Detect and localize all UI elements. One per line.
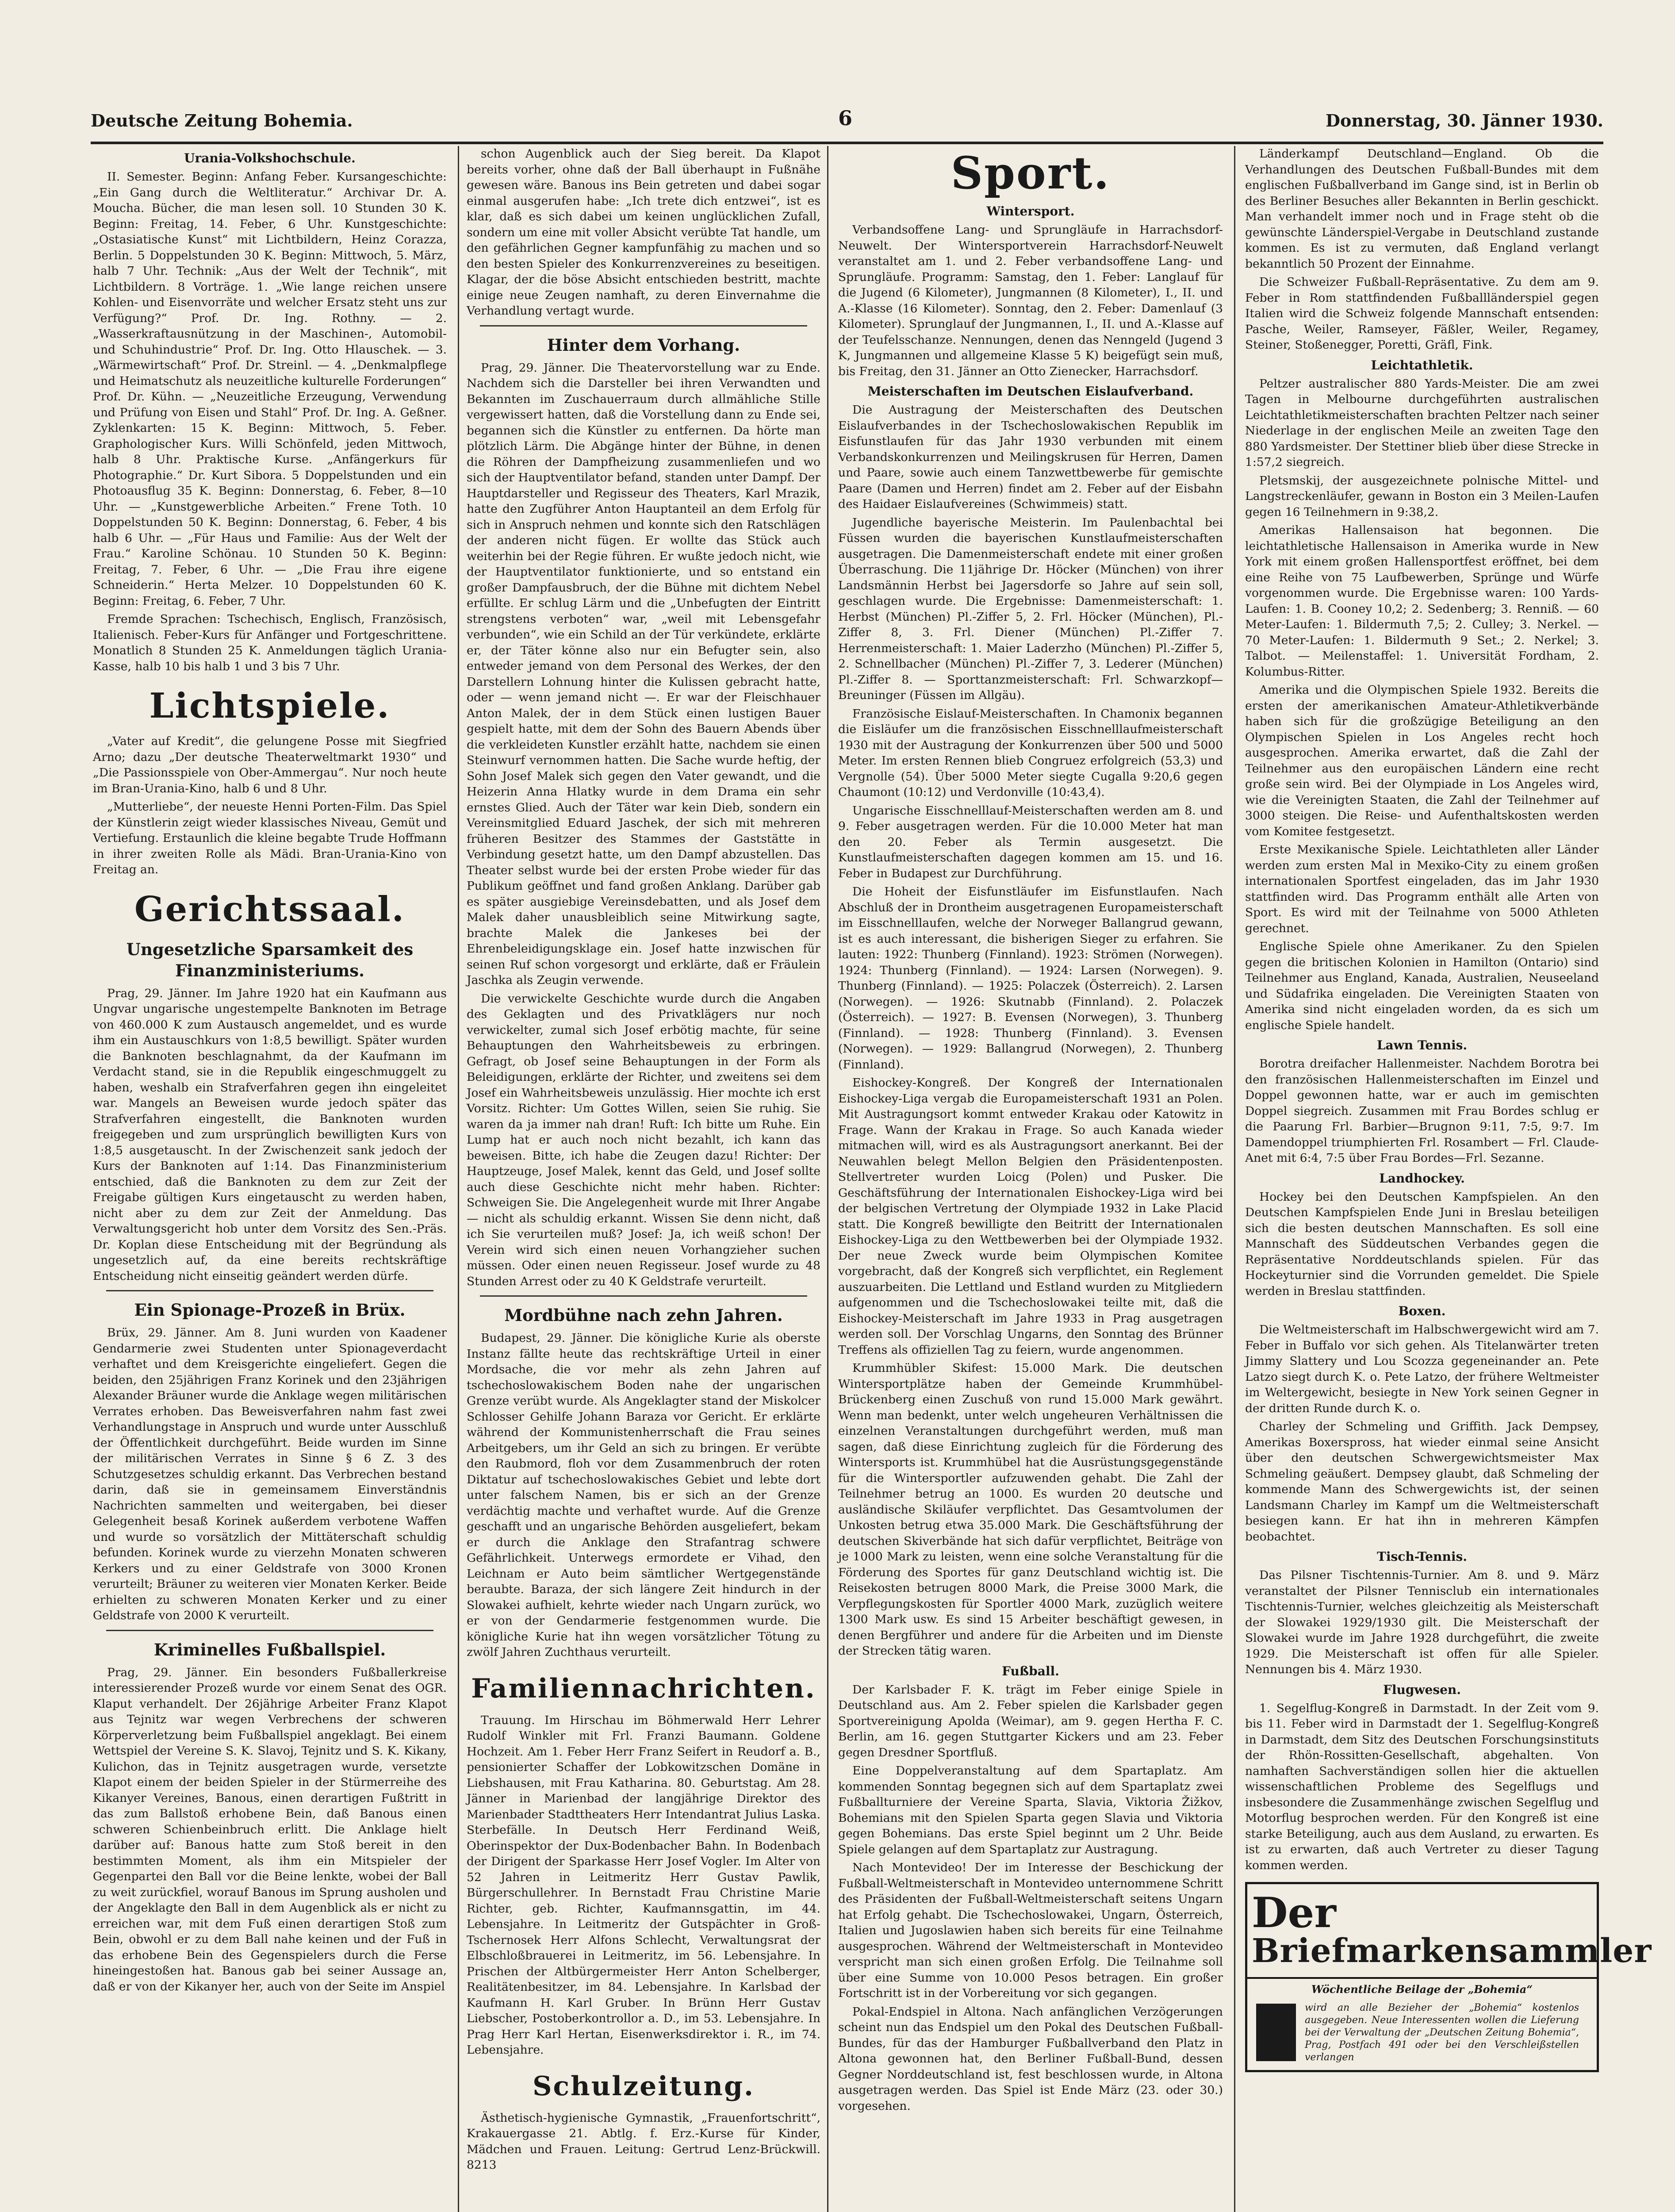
section-title: Lichtspiele. [149,686,391,726]
article-text: Nach Montevideo! Der im Interesse der Beschickung der Fußball-Weltmeisterschaft in Montevideo unternommene Schritt des Präsidenten der Fußball-Weltmeisterschaft seitens Ungarn hat Erfolg gehabt. Die Tschechoslowakei, Ungarn, Österreich, Italien und Jugoslawien haben sich bereits für eine Teilnahme ausgesprochen. Während der Weltmeisterschaft in Montevideo verspricht man sich einen großen Erfolg. Die Teilnahme soll über eine Summe von 10.000 Pesos betragen. Ein großer Fortschritt ist in der Vorbereitung vor sich gegangen. [838,1861,1223,2000]
subsection-heading: Fußball. [1002,1663,1059,1678]
article-text: 1. Segelflug-Kongreß in Darmstadt. In der Zeit vom 9. bis 11. Feber wird in Darmstadt der 1. Segelflug-Kongreß in Darmstadt, dem Sitz des Deutschen Forschungsinstituts der Rhön-Rossitten-Gesellschaft, abgehalten. Von namhaften Sachverständigen sollen hier die aktuellen wissenschaftlichen Probleme des Segelflugs und insbesondere die Zusammenhänge zwischen Segelflug und Motorflug besprochen werden. Für den Kongreß ist eine starke Beteiligung, auch aus dem Ausland, zu erwarten. Es ist zu erwarten, daß auch Vertreter zu dieser Tagung kommen werden. [1245,1701,1599,1872]
page-number: 6 [838,106,853,130]
article-text: Hockey bei den Deutschen Kampfspielen. An den Deutschen Kampfspielen Ende Juni in Breslau beteiligen sich die besten deutschen Mannschaften. Es soll eine Mannschaft des Süddeutschen Verbandes gegen die Repräsentative Norddeutschlands spielen. Für das Hockeyturnier sind die Vorrunden gemeldet. Die Spiele werden in Breslau stattfinden. [1245,1190,1599,1298]
section-heading: Urania-Volkshochschule. [184,151,356,165]
section-title: Gerichtssaal. [134,889,405,929]
article-text: Ungarische Eisschnelllauf-Meisterschaften werden am 8. und 9. Feber ausgetragen werden. Für die 10.000 Meter hat man den 20. Feber als Termin ausgesetzt. Die Kunstlaufmeisterschaften dagegen kommen am 15. und 16. Feber in Budapest zur Durchführung. [838,803,1223,880]
column-4 [1245,146,1652,2212]
column-divider [827,146,828,2212]
article-text: Budapest, 29. Jänner. Die königliche Kurie als oberste Instanz fällte heute das rechtskräftige Urteil in einer Mordsache, die vor mehr als zehn Jahren auf tschechoslowakischem Boden nahe der ungarischen Grenze verübt wurde. Als Angeklagter stand der Miskolcer Schlosser Gehilfe Johann Baraza vor Gericht. Er erklärte während der Kommunistenherrschaft die Frau seines Arbeitgebers, um ihr Geld an sich zu bringen. Er verübte den Raubmord, floh vor dem Zusammenbruch der roten Diktatur auf tschechoslowakisches Gebiet und lebte dort unter falschem Namen, bis er sich an der Grenze verdächtig machte und verhaftet wurde. Auf die Grenze geschafft und an ungarische Behörden ausgeliefert, bekam er durch die Anklage den Strafantrag schwere Gefährlichkeit. Unterwegs ermordete er Vihad, den Leichnam er Auto beim sämtlicher Wertgegenstände beraubte. Baraza, der sich längere Zeit hindurch in der Slowakei aufhielt, kehrte wieder nach Ungarn zurück, wo er von der Gendarmerie festgenommen wurde. Die königliche Kurie hat ihn wegen vorsätzlicher Tötung zu zwölf Jahren Zuchthaus verurteilt. [467,1331,820,1659]
article-text: schon Augenblick auch der Sieg bereit. Da Klapot bereits vorher, ohne daß der Ball überhaupt in Fußnähe gewesen wäre. Banous ins Bein getreten und dabei sogar einmal ausgerufen habe: „Ich trete dich entzwei“, ist es klar, daß es sich dabei um keinen unglücklichen Zufall, sondern um eine mit voller Absicht verübte Tat handle, um den gefährlichen Gegner kampfunfähig zu machen und so den besten Spieler des Konkurrenzvereines zu beseitigen. Klagar, der die böse Absicht entschieden bestritt, machte einige neue Zeugen namhaft, zu deren Einvernahme die Verhandlung vertagt wurde. [467,147,820,318]
article-text: „Vater auf Kredit“, die gelungene Posse mit Siegfried Arno; dazu „Der deutsche Theaterweltmarkt 1930“ und „Die Passionsspiele von Ober-Ammergau“. Nur noch heute im Bran-Urania-Kino, halb 6 und 8 Uhr. [93,734,447,795]
article-text: Prag, 29. Jänner. Ein besonders Fußballerkreise interessierender Prozeß wurde vor einem Senat des OGR. Klaput verhandelt. Der 26jährige Arbeiter Franz Klapot aus Tejnitz war wegen Verbrechens der schweren Körperverletzung beim Fußballspiel angeklagt. Bei einem Wettspiel der Vereine S. K. Slavoj, Tejnitz und S. K. Kikany, Kulichon, das in Tejnitz ausgetragen wurde, versetzte Klapot einem der beiden Spieler in der Stürmerreihe des Kikanyer Vereines, Banous, einen derartigen Fußtritt in das zum Ballstoß erhobene Bein, daß Banous einen schweren Schienbeinbruch erlitt. Die Anklage hielt darüber auf: Banous hatte zum Stoß bereit in den bestimmten Moment, als ihm ein Mitspieler der Gegenpartei den Ball vor die Beine lenkte, wobei der Ball zu weit zurückfiel, worauf Banous im Sprung ausholen und der Angeklagte den Ball in dem Augenblick als er nicht zu erreichen war, mit dem Fuß einen derartigen Stoß zum Bein, obwohl er zu dem Ball nahe keinen und der Fuß in das erhobene Bein des Gegenspielers durch die Ferse hineingestoßen hat. Banous gab bei seiner Aussage an, daß er von der Kikanyer her, auch von der Seite im Anspiel [93,1665,447,1993]
article-text: Amerikas Hallensaison hat begonnen. Die leichtathletische Hallensaison in Amerika wurde in New York mit einem großen Hallensportfest eröffnet, bei dem eine Reihe von 75 Laufbewerben, Sprünge und Würfe vorgenommen wurde. Die Ergebnisse waren: 100 Yards-Laufen: 1. B. Cooney 10,2; 2. Sedenberg; 3. Renniß. — 60 Meter-Laufen: 1. Bildermuth 7,5; 2. Culley; 3. Nerkel. — 70 Meter-Laufen: 1. Bildermuth 9 Set.; 2. Nerkel; 3. Talbot. — Meilenstaffel: 1. Universität Fordham, 2. Kolumbus-Ritter. [1245,523,1599,679]
article-text: Trauung. Im Hirschau im Böhmerwald Herr Lehrer Rudolf Winkler mit Frl. Franzi Baumann. Goldene Hochzeit. Am 1. Feber Herr Franz Seifert in Reudorf a. B., pensionierter Schaffer der Lobkowitzschen Domäne in Liebshausen, mit Frau Katharina. 80. Geburtstag. Am 28. Jänner in Marienbad der langjährige Direktor des Marienbader Stadttheaters Herr Intendantrat Julius Laska. Sterbefälle. In Deutsch Herr Ferdinand Weiß, Oberinspektor der Dux-Bodenbacher Bahn. In Bodenbach der Dirigent der Sparkasse Herr Josef Vogler. Im Alter von 52 Jahren in Leitmeritz Herr Gustav Pawlik, Bürgerschullehrer. In Bernstadt Frau Christine Marie Richter, geb. Richter, Kaufmannsgattin, im 44. Lebensjahre. In Leitmeritz der Gutspächter in Groß-Tschernosek Herr Alfons Schlecht, Verwaltungsrat der Elbschloßbrauerei in Leitmeritz, im 56. Lebensjahre. In Prischen der Altbürgermeister Herr Anton Schelberger, Realitätenbesitzer, im 84. Lebensjahre. In Karlsbad der Kaufmann H. Karl Gruber. In Brünn Herr Gustav Liebscher, Postoberkontrollor a. D., im 53. Lebensjahre. In Prag Herr Karl Hertan, Eisenwerksdirektor i. R., im 74. Lebensjahre. [467,1713,820,2057]
divider [106,1290,433,1291]
ad-decoration [1256,2004,1296,2061]
article-headline: Hinter dem Vorhang. [547,335,740,355]
article-headline: Ungesetzliche Sparsamkeit des Finanzministeriums. [126,939,414,980]
ad-headline: Der [1252,1889,1336,1937]
subsection-heading: Tisch-Tennis. [1377,1549,1467,1564]
subsection-heading: Landhockey. [1379,1171,1465,1186]
subsection-heading: Wintersport. [986,204,1075,219]
divider [106,1630,433,1631]
column-divider [1234,146,1235,2212]
advertisement-box [1245,1882,1652,2072]
article-text: „Mutterliebe“, der neueste Henni Porten-Film. Das Spiel der Künstlerin zeigt wieder klassisches Niveau, Gemüt und Vertiefung. Erstaunlich die kleine begabte Trude Hoffmann in ihrer zweiten Rolle als Mädi. Bran-Urania-Kino von Freitag an. [93,800,447,876]
article-text: Englische Spiele ohne Amerikaner. Zu den Spielen gegen die britischen Kolonien in Hamilton (Ontario) sind Teilnehmer aus England, Kanada, Australien, Neuseeland und Südafrika eingeladen. Die Vereinigten Staaten von Amerika sind nicht eingeladen worden, da es sich um englische Spiele handelt. [1245,940,1599,1032]
article-text: Charley der Schmeling und Griffith. Jack Dempsey, Amerikas Boxerspross, hat wieder einmal seine Ansicht über den deutschen Schwergewichtsmeister Max Schmeling geäußert. Dempsey glaubt, daß Schmeling der kommende Mann des Schwergewichts ist, der seinen Landsmann Charley im Kampf um die Weltmeisterschaft besiegen kann. Er hat ihn in mehreren Kämpfen beobachtet. [1245,1420,1599,1544]
article-text: Peltzer australischer 880 Yards-Meister. Die am zwei Tagen in Melbourne durchgeführten australischen Leichtathletikmeisterschaften brachten Peltzer nach seiner Niederlage in der englischen Meile an zweiten Tage den 880 Yardsmeister. Der Stettiner blieb über diese Strecke in 1:57,2 siegreich. [1245,376,1599,469]
article-text: Brüx, 29. Jänner. Am 8. Juni wurden von Kaadener Gendarmerie zwei Studenten unter Spionageverdacht verhaftet und dem Kreisgerichte eingeliefert. Gegen die beiden, den 25jährigen Franz Korinek und den 23jährigen Alexander Bräuner wurde die Anklage wegen militärischen Verrates erhoben. Das Beweisverfahren nahm fast zwei Verhandlungstage in Anspruch und wurde unter Ausschluß der Öffentlichkeit durchgeführt. Beide wurden im Sinne der militärischen Verrates in Sinne § 6 Z. 3 des Schutzgesetzes schuldig erkannt. Das Verbrechen bestand darin, daß sie in gemeinsamem Einverständnis Nachrichten sammelten und weitergaben, bei dieser Gelegenheit besaß Korinek außerdem verbotene Waffen und wurde so vorsätzlich der Mittäterschaft schuldig befunden. Korinek wurde zu vierzehn Monaten schweren Kerkers und zu einer Geldstrafe von 3000 Kronen verurteilt; Bräuner zu weiteren vier Monaten Kerker. Beide erhielten zu schweren Monaten Kerker und zu einer Geldstrafe von 2000 K verurteilt. [93,1326,447,1622]
article-text: Pletsmskij, der ausgezeichnete polnische Mittel- und Langstreckenläufer, gewann in Boston ein 3 Meilen-Laufen gegen 16 Teilnehmern in 9:38,2. [1245,473,1599,519]
divider [480,325,807,326]
ad-subtitle: Wöchentliche Beilage der „Bohemia“ [1247,1977,1597,1997]
subsection-heading: Boxen. [1398,1304,1446,1318]
section-title: Sport. [951,147,1111,199]
article-text: Die verwickelte Geschichte wurde durch die Angaben des Geklagten und des Privatklägers nur noch verwickelter, zumal sich Josef erbötig machte, für seine Behauptungen den Wahrheitsbeweis zu erbringen. Gefragt, ob Josef seine Behauptungen in der Form als Beleidigungen, erklärte der Richter, und zweitens sei dem Josef ein Wahrheitsbeweis unzulässig. Hier mochte ich erst Vorsitz. Richter: Um Gottes Willen, seien Sie ruhig. Sie waren da ja immer nah dran! Ruft: Ich bitte um Ruhe. Ein Lump hat er auch noch nicht bezahlt, ich kann das beweisen. Bitte, ich habe die Zeugen dazu! Richter: Der Hauptzeuge, Josef Malek, kennt das Geld, und Josef sollte auch diese Geschichte nicht mehr haben. Richter: Schweigen Sie. Die Angelegenheit wurde mit Ihrer Angabe — nicht als schuldig erkannt. Wissen Sie denn nicht, daß ich Sie verurteilen muß? Josef: Ja, ich weiß schon! Der Verein wird sich einen neuen Vorhangzieher suchen müssen. Oder einen neuen Regisseur. Josef wurde zu 48 Stunden Arrest oder zu 40 K Geldstrafe verurteilt. [467,991,820,1288]
masthead-title: Deutsche Zeitung Bohemia. [91,111,353,131]
page-header [91,106,1603,137]
article-text: Pokal-Endspiel in Altona. Nach anfänglichen Verzögerungen scheint nun das Endspiel um den Pokal des Deutschen Fußball-Bundes, für das der Hamburger Fußballverband den Platz in Altona gewonnen hat, den Berliner Fußball-Bund, dessen Gegner Norddeutschland ist, fest beschlossen wurde, in Altona ausgetragen werden. Das Spiel ist Ende März (23. oder 30.) vorgesehen. [838,2005,1223,2113]
article-text: Prag, 29. Jänner. Im Jahre 1920 hat ein Kaufmann aus Ungvar ungarische ungestempelte Banknoten im Betrage von 460.000 K zum Austausch angemeldet, und es wurde ihm ein Austauschkurs von 1:8,5 bewilligt. Später wurden die Banknoten beschlagnahmt, da der Kaufmann im Verdacht stand, sie in die Republik eingeschmuggelt zu haben, weshalb ein Strafverfahren gegen ihn eingeleitet war. Mangels an Beweisen wurde jedoch später das Strafverfahren eingestellt, die Banknoten wurden freigegeben und zum ursprünglich bewilligten Kurs von 1:8,5 ausgetauscht. In der Zwischenzeit sank jedoch der Kurs der Banknoten auf 1:14. Das Finanzministerium entschied, daß die Banknoten zu dem zur Zeit der Freigabe gültigen Kurs eingetauscht zu werden haben, nicht aber zu dem zur Zeit der Anmeldung. Das Verwaltungsgericht hob unter dem Vorsitz des Sen.-Präs. Dr. Koplan diese Entscheidung mit der Begründung als ungesetzlich auf, da eine bereits rechtskräftige Entscheidung nicht einseitig geändert werden dürfe. [93,986,447,1283]
article-text: Prag, 29. Jänner. Die Theatervorstellung war zu Ende. Nachdem sich die Darsteller bei ihren Verwandten und Bekannten im Zuschauerraum durch allmähliche Stille vergewissert hatten, daß die Vorstellung dann zu Ende sei, begannen sich die Künstler zu entfernen. Da hörte man plötzlich Lärm. Die Abgänge hinter der Bühne, in denen die Röhren der Dampfheizung zusammenliefen und wo sich der Hauptventilator befand, standen unter Dampf. Der Hauptdarsteller und Regisseur des Theaters, Karl Mrazik, hatte den Zugführer Anton Hauptanteil an dem Erfolg für sich in Anspruch nehmen und konnte sich den Ratschlägen der anderen nicht fügen. Er wollte das Stück auch weiterhin bei der Regie führen. Er wußte jedoch nicht, wie der Hauptventilator funktionierte, und so entstand ein großer Dampfausbruch, der die Bühne mit dichtem Nebel erfüllte. Er schlug Lärm und die „Unbefugten der Eintritt strengstens verboten“ war, „weil mit Lebensgefahr verbunden“, wie ein Schild an der Tür verkündete, erklärte er, der Täter könne also nur ein Befugter sein, also entweder jemand von dem Personal des Werkes, der den Darstellern Lohnung hinter die Kulissen gebracht hatte, oder — wenn jemand nicht —. Er war der Fleischhauer Anton Malek, der in dem Stück einen lustigen Bauer gespielt hatte, mit dem der Sohn des Bauern Abends über die verkleideten Kunstler erzählt hatte, nachdem sie einen Steinwurf vernommen hatten. Die Sache wurde heftig, der Sohn Josef Malek sich gegen den Vater gewandt, und die Heizerin Anna Hlatky wurde in dem Drama ein sehr ernstes Glied. Auch der Täter war kein Dieb, sondern ein Vereinsmitglied Eduard Jaschek, der sich mit mehreren früheren Besitzer des Stammes der Gaststätte in Verbindung gesetzt hatte, um den Dampf abzustellen. Das Theater selbst wurde bei der ersten Probe wieder für das Publikum geöffnet und fand großen Anklang. Darüber gab es später ausgiebige Vereinsdebatten, und als Josef dem Malek daher unausbleiblich seine Mitwirkung sagte, brachte Malek die Jankeses bei der Ehrenbeleidigungsklage ein. Josef hatte inzwischen für seinen Ruf schon vorgesorgt und erklärte, daß er Fräulein Jaschka als Zeugin verwende. [467,361,820,987]
article-text: Das Pilsner Tischtennis-Turnier. Am 8. und 9. März veranstaltet der Pilsner Tennisclub ein internationales Tischtennis-Turnier, welches gleichzeitig als Meisterschaft der Slowakei 1929/1930 gilt. Die Meisterschaft der Slowakei wurde im Jahre 1928 durchgeführt, die zweite 1929. Die Meisterschaft ist offen für alle Spieler. Nennungen bis 4. März 1930. [1245,1568,1599,1676]
article-text: Amerika und die Olympischen Spiele 1932. Bereits die ersten der amerikanischen Amateur-Athletikverbände haben sich für die großzügige Beteiligung an den Olympischen Spielen in Los Angeles recht hoch ausgesprochen. Amerika erwartet, daß die Zahl der Teilnehmer aus den europäischen Ländern eine recht große sein wird. Bei der Olympiade in Los Angeles wird, wie die Vereinigten Staaten, die Zahl der Teilnehmer auf 3000 steigen. Die Reise- und Aufenthaltskosten werden vom Komitee festgesetzt. [1245,683,1599,838]
ad-headline: Briefmarkensammler [1252,1932,1652,1970]
article-headline: Meisterschaften im Deutschen Eislaufverband. [867,384,1194,399]
article-text: Eishockey-Kongreß. Der Kongreß der Internationalen Eishockey-Liga vergab die Europameisterschaft 1931 an Polen. Mit Austragungsort kommt entweder Krakau oder Katowitz in Frage. Wann der Krakau in Frage. So auch Kanada wieder mitmachen will, wird es als Austragungsort anerkannt. Bei der Neuwahlen belegt Mellon Belgien den Präsidentenposten. Stellvertreter wurden Loicg (Polen) und Pusker. Die Geschäftsführung der Internationalen Eishockey-Liga wird bei der belgischen Vertretung der Olympiade 1932 in Lake Placid statt. Die Kongreß bewilligte den Beitritt der Internationalen Eishockey-Liga zu den Wettbewerben bei der Olympiade 1932. Der neue Zweck wurde beim Olympischen Komitee vorgebracht, daß der Kongreß sich verpflichtet, ein Reglement auszuarbeiten. Die Lettland und Estland wurden zu Mitgliedern aufgenommen und die Tschechoslowakei teilte mit, daß die Eishockey-Meisterschaft im Jahre 1933 in Prag ausgetragen werden soll. Der Vorschlag Ungarns, den Sonntag des Brünner Treffens als offiziellen Tag zu feiern, wurde angenommen. [838,1076,1223,1357]
column-2 [467,146,820,2212]
column-3 [838,146,1223,2212]
article-text: Französische Eislauf-Meisterschaften. In Chamonix begannen die Eisläufer um die französischen Eisschnelllaufmeisterschaft 1930 mit der Austragung der Konkurrenzen über 500 und 5000 Meter. Im ersten Rennen blieb Congruez erfolgreich (53,3) und Vergnolle (54). Über 5000 Meter siegte Cugalla 9:20,6 gegen Chaumont (10:12) und Verdonville (10:43,4). [838,707,1223,799]
article-text: Die Weltmeisterschaft im Halbschwergewicht wird am 7. Feber in Buffalo vor sich gehen. Als Titelanwärter treten Jimmy Slattery und Lou Scozza gegeneinander an. Pete Latzo siegt durch K. o. Pete Latzo, der frühere Weltmeister im Weltergewicht, besiegte in New York seinen Gegner in der dritten Runde durch K. o. [1245,1323,1599,1415]
issue-date: Donnerstag, 30. Jänner 1930. [1326,111,1603,131]
ad-text: wird an alle Bezieher der „Bohemia“ kostenlos ausgegeben. Neue Interessenten wollen die Lieferung bei der Verwaltung der „Deutschen Zeitung Bohemia“, Prag, Postfach 491 oder bei den Verschleißstellen verlangen [1305,2002,1579,2063]
article-text: Verbandsoffene Lang- und Sprungläufe in Harrachsdorf-Neuwelt. Der Wintersportverein Harrachsdorf-Neuwelt veranstaltet am 1. und 2. Feber verbandsoffene Lang- und Sprungläufe. Programm: Samstag, den 1. Feber: Langlauf für die Jugend (6 Kilometer), Jungmannen (8 Kilometer), I., II. und A.-Klasse (16 Kilometer). Sonntag, den 2. Feber: Damenlauf (3 Kilometer). Sprunglauf der Jungmannen, I., II. und A.-Klasse auf der Teufelsschanze. Nennungen, denen das Nenngeld (Jugend 3 K, Jungmannen und allgemeine Klasse 5 K) beigefügt sein muß, bis Freitag, den 31. Jänner an Otto Zienecker, Harrachsdorf. [838,223,1223,378]
section-title: Schulzeitung. [533,2070,755,2102]
article-text: Erste Mexikanische Spiele. Leichtathleten aller Länder werden zum ersten Mal in Mexiko-City zu einem großen internationalen Sportfest eingeladen, das im Jahr 1930 stattfinden wird. Das Programm enthält alle Arten von Sport. Es wird mit der Teilnahme von 5000 Athleten gerechnet. [1245,843,1599,935]
article-text: Die Schweizer Fußball-Repräsentative. Zu dem am 9. Feber in Rom stattfindenden Fußballländerspiel gegen Italien wird die Schweiz folgende Mannschaft entsenden: Pasche, Weiler, Ramseyer, Fäßler, Weiler, Regamey, Steiner, Stoßenegger, Poretti, Gräfl, Fink. [1245,275,1599,352]
subsection-heading: Lawn Tennis. [1376,1038,1468,1052]
article-text: Krummhübler Skifest: 15.000 Mark. Die deutschen Wintersportplätze haben der Gemeinde Krummhübel-Brückenberg einen Zuschuß von rund 15.000 Mark gewährt. Wenn man bedenkt, unter welch ungeheuren Verhältnissen die einzelnen Veranstaltungen durchgeführt werden, muß man sagen, daß diese Einrichtung zugleich für die Förderung des Wintersports ist. Krummhübel hat die Ausrüstungsgegenstände für die Wintersportler aufzuwenden gehabt. Die Zahl der Teilnehmer betrug an 1000. Es wurden 20 deutsche und ausländische Skiläufer verpflichtet. Das Gesamtvolumen der Unkosten betrug etwa 35.000 Mark. Die Geschäftsführung der deutschen Skiverbände hat sich dafür verpflichtet, Beiträge von je 1000 Mark zu leisten, wenn eine solche Veranstaltung für die Förderung des Sportes für ganz Deutschland wichtig ist. Die Reisekosten betrugen 8000 Mark, die Preise 3000 Mark, die Verpflegungskosten für Sportler 4000 Mark, zuzüglich weitere 1300 Mark usw. Es sind 15 Arbeiter beschäftigt gewesen, in denen Bergführer und andere für die Arbeiten und im Dienste der Strecken tätig waren. [838,1361,1223,1658]
article-text: Der Karlsbader F. K. trägt im Feber einige Spiele in Deutschland aus. Am 2. Feber spielen die Karlsbader gegen Sportvereinigung Apolda (Weimar), am 9. gegen Hertha F. C. Berlin, am 16. gegen Stuttgarter Kickers und am 23. Feber gegen Dresdner Sportfluß. [838,1682,1223,1759]
article-text: Jugendliche bayerische Meisterin. Im Paulenbachtal bei Füssen wurden die bayerischen Kunstlaufmeisterschaften ausgetragen. Die Damenmeisterschaft endete mit einer großen Überraschung. Die 11jährige Dr. Höcker (München) von ihrer Landsmännin Herbst bei Jagersdorfe so Jahre auf sein soll, geschlagen wurde. Die Ergebnisse: Damenmeisterschaft: 1. Herbst (München) Pl.-Ziffer 5, 2. Frl. Höcker (München), Pl.-Ziffer 8, 3. Frl. Diener (München) Pl.-Ziffer 7. Herrenmeisterschaft: 1. Maier Laderzho (München) Pl.-Ziffer 5, 2. Schnellbacher (München) Pl.-Ziffer 7, 3. Lederer (München) Pl.-Ziffer 8. — Sporttanzmeisterschaft: Frl. Schwarzkopf—Breuninger (Füssen im Allgäu). [838,515,1223,702]
article-headline: Mordbühne nach zehn Jahren. [504,1306,783,1325]
column-1 [93,146,447,2212]
divider [480,1295,807,1297]
article-headline: Kriminelles Fußballspiel. [153,1640,386,1659]
article-text: Länderkampf Deutschland—England. Ob die Verhandlungen des Deutschen Fußball-Bundes mit dem englischen Fußballverband im Gange sind, ist in Berlin ob des Berliner Besuches aller Bekannten in Berlin geschickt. Man verhandelt immer noch und in Frage steht ob die gewünschte Länderspiel-Vergabe in Deutschland zustande kommen. Es ist zu vermuten, daß England verlangt bekanntlich 50 Prozent der Einnahme. [1245,147,1599,271]
header-rule [91,142,1603,144]
section-title: Familiennachrichten. [471,1673,816,1704]
article-text: Fremde Sprachen: Tschechisch, Englisch, Französisch, Italienisch. Feber-Kurs für Anfänger und Fortgeschrittene. Monatlich 8 Stunden 25 K. Anmeldungen täglich Urania-Kasse, halb 10 bis halb 1 und 3 bis 7 Uhr. [93,612,447,673]
article-text: Borotra dreifacher Hallenmeister. Nachdem Borotra bei den französischen Hallenmeisterschaften im Einzel und Doppel gewonnen hatte, war er auch im gemischten Doppel siegreich. Zusammen mit Frau Bordes schlug er die Paarung Frl. Barbier—Brugnon 9:11, 7:5, 9:7. Im Damendoppel triumphierten Frl. Rosambert — Frl. Claude-Anet mit 6:4, 7:5 über Frau Bordes—Frl. Sezanne. [1245,1057,1599,1165]
article-text: Ästhetisch-hygienische Gymnastik, „Frauenfortschritt“, Krakauergasse 21. Abtlg. f. Erz.-Kurse für Kinder, Mädchen und Frauen. Leitung: Gertrud Lenz-Brückwill. 8213 [467,2111,820,2172]
subsection-heading: Flugwesen. [1383,1682,1461,1697]
article-headline: Ein Spionage-Prozeß in Brüx. [134,1300,406,1320]
article-text: II. Semester. Beginn: Anfang Feber. Kursangeschichte: „Ein Gang durch die Weltliteratur.“ Archivar Dr. A. Moucha. Bücher, die man lesen soll. 10 Stunden 30 K. Beginn: Freitag, 14. Feber, 6 Uhr. Kunstgeschichte: „Ostasiatische Kunst“ mit Lichtbildern, Heinz Corazza, Berlin. 5 Doppelstunden 30 K. Beginn: Mittwoch, 5. März, halb 7 Uhr. Technik: „Aus der Welt der Technik“, mit Lichtbildern. 8 Vorträge. 1. „Wie lange reichen unsere Kohlen- und Eisenvorräte und welcher Ersatz steht uns zur Verfügung?“ Prof. Dr. Ing. Rothny. — 2. „Wasserkraftausnützung in der Maschinen-, Automobil- und Schuhindustrie“ Prof. Dr. Ing. Otto Hlauschek. — 3. „Wärmewirtschaft“ Prof. Dr. Streinl. — 4. „Denkmalpflege und Heimatschutz als neuzeitliche kulturelle Forderungen“ Prof. Dr. Kühn. — „Neuzeitliche Erzeugung, Verwendung und Prüfung von Eisen und Stahl“ Prof. Dr. Ing. A. Geßner. Zyklenkarten: 15 K. Beginn: Mittwoch, 5. Feber. Graphologischer Kurs. Willi Schönfeld, jeden Mittwoch, halb 8 Uhr. Praktische Kurse. „Anfängerkurs für Photographie.“ Dr. Kurt Sibora. 5 Doppelstunden und ein Photoausflug 35 K. Beginn: Donnerstag, 6. Feber, 8—10 Uhr. — „Kunstgewerbliche Arbeiten.“ Frene Toth. 10 Doppelstunden 50 K. Beginn: Donnerstag, 6. Feber, 4 bis halb 6 Uhr. — „Für Haus und Familie: Aus der Welt der Frau.“ Karoline Schönau. 10 Stunden 50 K. Beginn: Freitag, 7. Feber, 6 Uhr. — „Die Frau ihre eigene Schneiderin.“ Herta Melzer. 10 Doppelstunden 60 K. Beginn: Freitag, 6. Feber, 7 Uhr. [93,170,447,608]
article-text: Die Austragung der Meisterschaften des Deutschen Eislaufverbandes in der Tschechoslowakischen Republik im Eisfunstlaufen für das Jahr 1930 verbunden mit einem Verbandskonkurrenzen und Meilingskrusen für Herren, Damen und Paare, sowie auch einem Tanzwettbewerbe für gemischte Paare (Damen und Herren) findet am 2. Feber auf der Eisbahn des Haidaer Eislaufvereines (Schwimmeis) statt. [838,403,1223,511]
column-divider [458,146,459,2212]
article-text: Eine Doppelveranstaltung auf dem Spartaplatz. Am kommenden Sonntag begegnen sich auf dem Spartaplatz zwei Fußballturniere der Vereine Sparta, Slavia, Viktoria Žižkov, Bohemians mit den Spielen Sparta gegen Slavia und Viktoria gegen Bohemians. Das erste Spiel beginnt um 2 Uhr. Beide Spiele gelangen auf dem Spartaplatz zur Austragung. [838,1764,1223,1856]
subsection-heading: Leichtathletik. [1371,357,1473,373]
article-text: Die Hoheit der Eisfunstläufer im Eisfunstlaufen. Nach Abschluß der in Drontheim ausgetragenen Europameisterschaft im Eisschnelllaufen, welche der Norweger Ballangrud gewann, ist es auch interessant, die bisherigen Sieger zu erfahren. Sie lauten: 1922: Thunberg (Finnland). 1923: Strömen (Norwegen). 1924: Thunberg (Finnland). — 1924: Larsen (Norwegen). 9. Thunberg (Finnland). — 1925: Polaczek (Österreich). 2. Larsen (Norwegen). — 1926: Skutnabb (Finnland). 2. Polaczek (Österreich). — 1927: B. Evensen (Norwegen), 3. Thunberg (Finnland). — 1928: Thunberg (Finnland). 3. Evensen (Norwegen). — 1929: Ballangrud (Norwegen), 2. Thunberg (Finnland). [838,885,1223,1071]
